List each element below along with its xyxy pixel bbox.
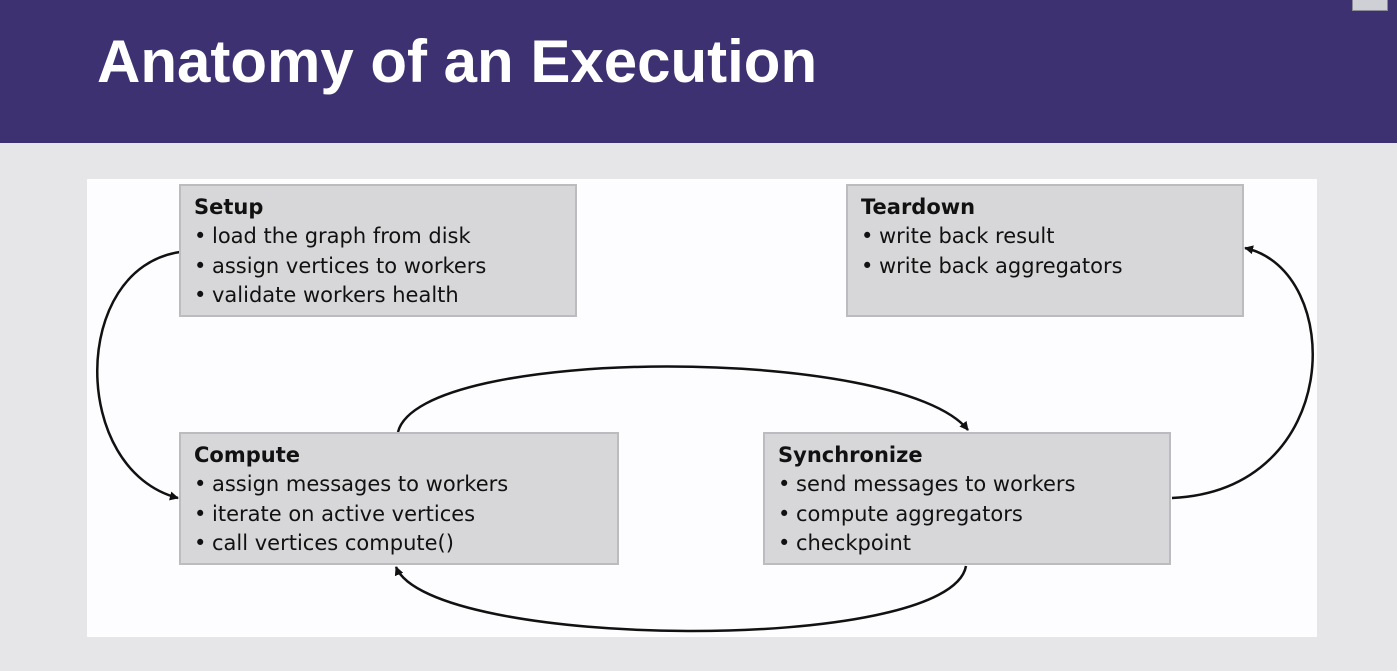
window-control-icon[interactable] — [1352, 0, 1388, 11]
compute-item: • assign messages to workers — [194, 470, 617, 500]
slide-title: Anatomy of an Execution — [97, 28, 818, 95]
synchronize-item: • checkpoint — [778, 529, 1169, 559]
compute-list — [194, 470, 617, 559]
teardown-list — [861, 222, 1242, 281]
title-bar — [0, 0, 1397, 143]
setup-box — [179, 184, 577, 317]
teardown-box — [846, 184, 1244, 317]
synchronize-item: • compute aggregators — [778, 500, 1169, 530]
setup-title: Setup — [194, 195, 264, 219]
compute-box — [179, 432, 619, 565]
setup-item: • validate workers health — [194, 281, 575, 311]
synchronize-title: Synchronize — [778, 443, 923, 467]
setup-item: • load the graph from disk — [194, 222, 575, 252]
teardown-item: • write back result — [861, 222, 1242, 252]
synchronize-item: • send messages to workers — [778, 470, 1169, 500]
setup-item: • assign vertices to workers — [194, 252, 575, 282]
compute-item: • call vertices compute() — [194, 529, 617, 559]
synchronize-box — [763, 432, 1171, 565]
teardown-title: Teardown — [861, 195, 976, 219]
teardown-item: • write back aggregators — [861, 252, 1242, 282]
synchronize-list — [778, 470, 1169, 559]
compute-item: • iterate on active vertices — [194, 500, 617, 530]
setup-list — [194, 222, 575, 311]
compute-title: Compute — [194, 443, 300, 467]
